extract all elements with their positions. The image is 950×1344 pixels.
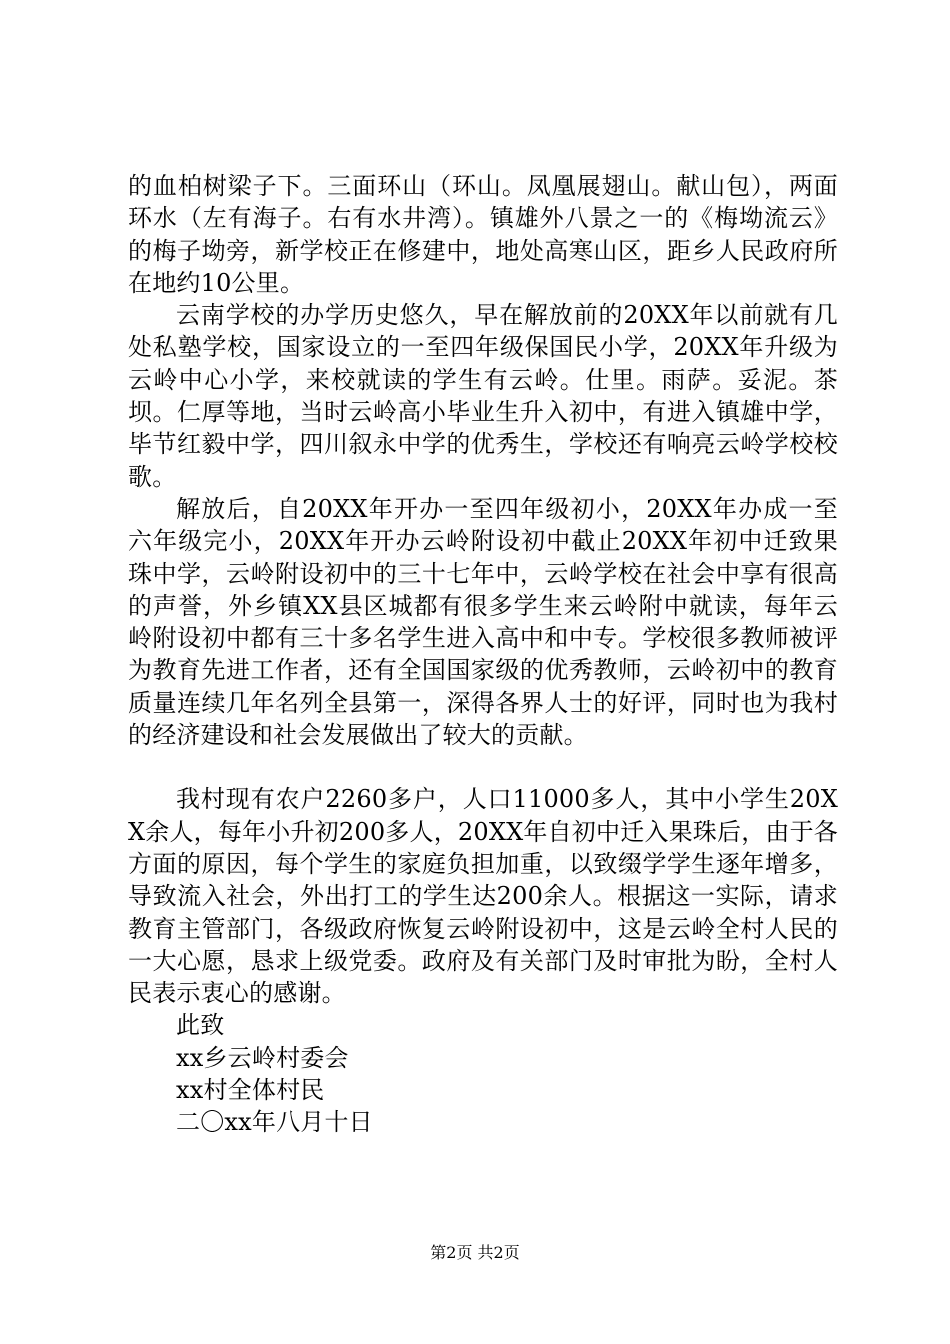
page-footer: 第2页 共2页 [430, 1243, 520, 1262]
paragraph-spacer [128, 751, 838, 783]
document-body [128, 170, 838, 1139]
letter-date: 二〇xx年八月十日 [176, 1108, 373, 1137]
signer-committee: xx乡云岭村委会 [176, 1043, 349, 1072]
paragraph-after-liberation: 解放后，自20XX年开办一至四年级初小，20XX年办成一至六年级完小，20XX年开办云岭附设初中截止20XX年初中迁致果珠中学，云岭附设初中的三十七年中，云岭学校在社会中享有很高的声誉，外乡镇XX县区城都有很多学生来云岭附中就读，每年云岭附设初中都有三十多名学生进入高中和中专。学校很多教师被评为教育先进工作者，还有全国国家级的优秀教师，云岭初中的教育质量连续几年名列全县第一，深得各界人士的好评，同时也为我村的经济建设和社会发展做出了较大的贡献。 [128, 494, 838, 750]
signer-villagers: xx村全体村民 [176, 1076, 325, 1105]
paragraph-request: 我村现有农户2260多户，人口11000多人，其中小学生20XX余人，每年小升初200多人，20XX年自初中迁入果珠后，由于各方面的原因，每个学生的家庭负担加重，以致缀学学生逐年增多，导致流入社会，外出打工的学生达200余人。根据这一实际，请求教育主管部门，各级政府恢复云岭附设初中，这是云岭全村人民的一大心愿，恳求上级党委。政府及有关部门及时审批为盼，全村人民表示衷心的感谢。 [128, 785, 839, 1008]
paragraph-location: 的血柏树梁子下。三面环山（环山。凤凰展翅山。献山包），两面环水（左有海子。右有水井湾）。镇雄外八景之一的《梅坳流云》的梅子坳旁，新学校正在修建中，地处高寒山区，距乡人民政府所在地约10公里。 [128, 172, 838, 297]
closing-salutation: 此致 [176, 1011, 225, 1040]
paragraph-history: 云南学校的办学历史悠久，早在解放前的20XX年以前就有几处私塾学校，国家设立的一至四年级保国民小学，20XX年升级为云岭中心小学，来校就读的学生有云岭。仕里。雨萨。妥泥。茶坝。仁厚等地，当时云岭高小毕业生升入初中，有进入镇雄中学，毕节红毅中学，四川叙永中学的优秀生，学校还有响亮云岭学校校歌。 [128, 301, 838, 491]
